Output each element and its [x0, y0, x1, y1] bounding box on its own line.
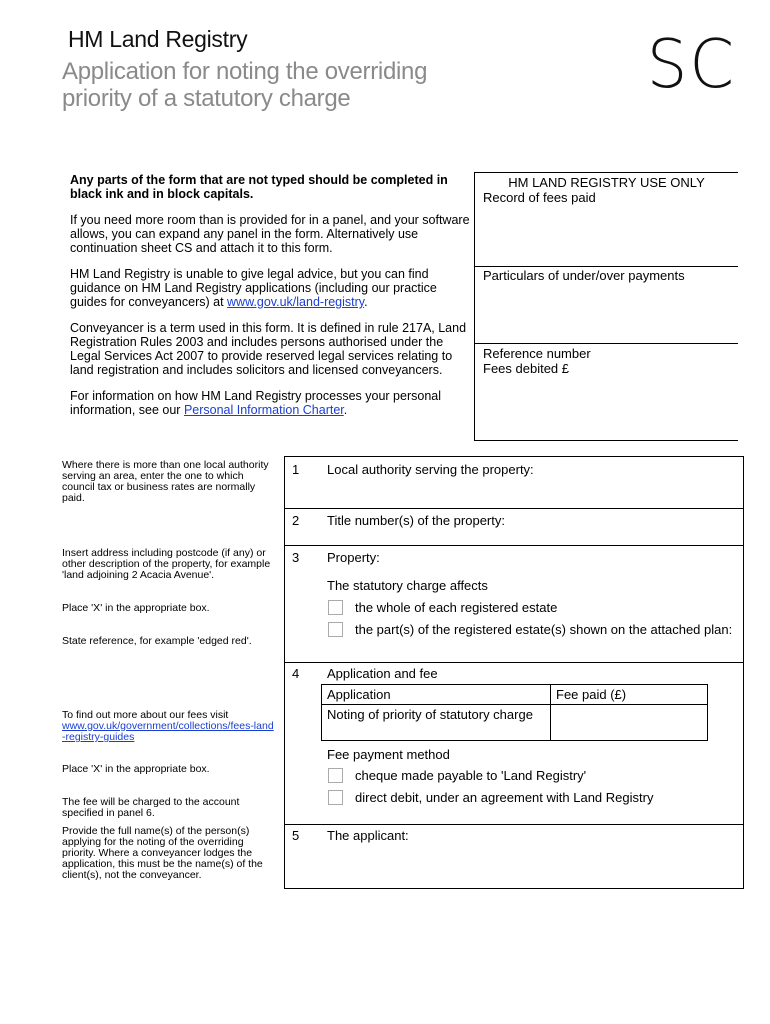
panel-number: 5	[292, 828, 300, 843]
panel-4-application-fee	[284, 662, 744, 825]
panel-number: 3	[292, 550, 300, 565]
note-panel-3-checkbox: Place 'X' in the appropriate box.	[62, 602, 210, 614]
fee-table-header-fee: Fee paid (£)	[551, 685, 708, 705]
panel-5-applicant[interactable]	[284, 824, 744, 889]
reference-number-label: Reference number	[483, 346, 591, 361]
intro-paragraph-5	[70, 389, 470, 417]
note-panel-4-checkbox: Place 'X' in the appropriate box.	[62, 763, 210, 775]
fees-guide-link[interactable]: www.gov.uk/government/collections/fees-land-registry-guides	[62, 720, 274, 743]
direct-debit-option: direct debit, under an agreement with Land Registry	[355, 790, 654, 805]
panel-label: Application and fee	[327, 666, 438, 681]
land-registry-link[interactable]: www.gov.uk/land-registry	[227, 295, 365, 309]
intro-paragraph-3	[70, 267, 470, 309]
panel-label: Property:	[327, 550, 380, 565]
note-panel-4-account: The fee will be charged to the account specified in panel 6.	[62, 796, 240, 819]
note-panel-5: Provide the full name(s) of the person(s) applying for the noting of the overriding priority. Where a conveyancer lodges the application, this must be the name(s) of the client(s), not the conveyancer.	[62, 825, 263, 881]
fees-debited-label: Fees debited £	[483, 361, 570, 376]
fee-table-application-cell: Noting of priority of statutory charge	[322, 705, 551, 741]
cheque-checkbox[interactable]	[328, 768, 343, 783]
intro-p5-end: .	[343, 403, 348, 417]
form-title-line-1: Application for noting the overriding	[62, 58, 428, 85]
panel-number: 1	[292, 462, 300, 477]
part-estate-option: the part(s) of the registered estate(s) shown on the attached plan:	[355, 622, 733, 637]
fee-table-header-application: Application	[322, 685, 551, 705]
panel-label: Title number(s) of the property:	[327, 513, 505, 528]
fee-paid-input[interactable]	[551, 705, 708, 741]
note-fees-text: To find out more about our fees visit	[62, 709, 229, 721]
intro-p3-end: .	[364, 295, 368, 309]
personal-information-charter-link[interactable]: Personal Information Charter	[183, 403, 344, 417]
organisation-name: HM Land Registry	[68, 26, 248, 52]
fee-payment-method-label: Fee payment method	[327, 747, 450, 762]
note-panel-4-fees	[62, 710, 277, 743]
form-code: SC	[646, 26, 736, 104]
intro-paragraph-4: Conveyancer is a term used in this form. It is defined in rule 217A, Land Registration Rules 2003 and includes persons authorised under the Legal Services Act 2007 to provide reserved legal services relating to land registration and includes solicitors and licensed conveyancers.	[70, 321, 467, 377]
cheque-option: cheque made payable to 'Land Registry'	[355, 768, 587, 783]
intro-p3-text: HM Land Registry is unable to give legal advice, but you can find guidance on HM Land Registry applications (including our practice guides for conveyancers) at	[70, 267, 437, 309]
intro-p5-text: For information on how HM Land Registry processes your personal information, see our	[70, 389, 442, 417]
form-title-line-2: priority of a statutory charge	[62, 85, 351, 112]
whole-estate-checkbox[interactable]	[328, 600, 343, 615]
registry-use-only-box	[474, 172, 738, 441]
intro-paragraph-1: Any parts of the form that are not typed should be completed in black ink and in block capitals.	[70, 173, 448, 201]
panel-2-title-numbers[interactable]	[284, 508, 744, 546]
record-of-fees-label: Record of fees paid	[483, 190, 596, 205]
panel-number: 4	[292, 666, 300, 681]
registry-box-heading: HM LAND REGISTRY USE ONLY	[508, 175, 705, 190]
particulars-label: Particulars of under/over payments	[483, 268, 685, 283]
note-panel-3: Insert address including postcode (if any) or other description of the property, for example 'land adjoining 2 Acacia Avenue'.	[62, 547, 271, 581]
statutory-charge-affects-label: The statutory charge affects	[327, 578, 488, 593]
panel-label: Local authority serving the property:	[327, 462, 534, 477]
registry-box-divider	[475, 266, 738, 267]
registry-box-divider	[475, 343, 738, 344]
note-panel-1: Where there is more than one local authority serving an area, enter the one to which council tax or business rates are normally paid.	[62, 459, 269, 504]
intro-paragraph-2: If you need more room than is provided for in a panel, and your software allows, you can expand any panel in the form. Alternatively use continuation sheet CS and attach it to this form.	[70, 213, 470, 255]
whole-estate-option: the whole of each registered estate	[355, 600, 558, 615]
direct-debit-checkbox[interactable]	[328, 790, 343, 805]
panel-3-property[interactable]	[284, 545, 744, 663]
panel-label: The applicant:	[327, 828, 409, 843]
part-estate-checkbox[interactable]	[328, 622, 343, 637]
note-panel-3-reference: State reference, for example 'edged red'.	[62, 635, 252, 647]
intro-instructions	[70, 173, 470, 429]
fee-table	[321, 684, 708, 741]
form-title	[62, 58, 427, 112]
panel-1-local-authority[interactable]	[284, 456, 744, 509]
panel-number: 2	[292, 513, 300, 528]
